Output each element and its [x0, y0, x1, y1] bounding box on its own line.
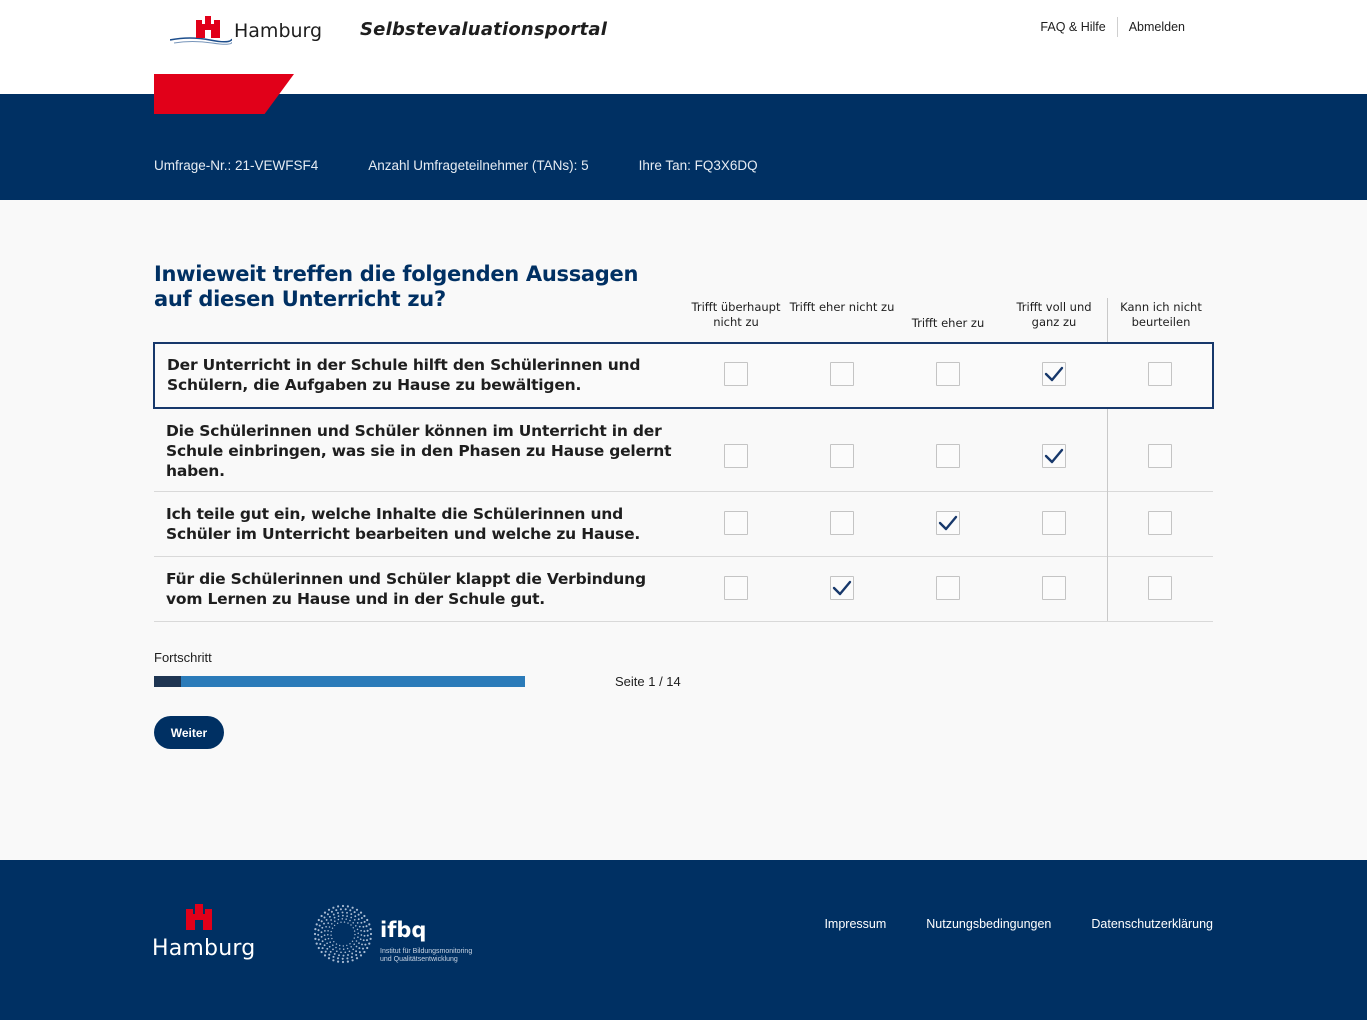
terms-link[interactable]: Nutzungsbedingungen: [926, 917, 1052, 931]
progress-bar-fill: [154, 676, 181, 687]
question-row: [154, 409, 1213, 492]
footer: [0, 860, 1367, 1020]
checkbox-not-at-all[interactable]: [724, 511, 748, 535]
impressum-link[interactable]: Impressum: [824, 917, 887, 931]
checkbox-fully[interactable]: [1042, 444, 1066, 468]
survey-number: Umfrage-Nr.: 21-VEWFSF4: [154, 158, 319, 173]
checkmark-icon: [938, 514, 958, 532]
logout-link[interactable]: Abmelden: [1128, 20, 1185, 34]
page-counter: Seite 1 / 14: [615, 674, 681, 689]
progress-bar: [154, 676, 525, 687]
tan-code: Ihre Tan: FQ3X6DQ: [638, 158, 758, 173]
checkmark-icon: [1044, 365, 1064, 383]
question-row: [154, 557, 1213, 622]
checkbox-rather[interactable]: [936, 444, 960, 468]
footer-brand-name: Hamburg: [152, 936, 256, 961]
question-row: [154, 492, 1213, 557]
hamburg-logo[interactable]: [170, 14, 232, 46]
ifbq-subtitle: [380, 948, 520, 964]
checkbox-fully[interactable]: [1042, 362, 1066, 386]
top-nav: [1029, 17, 1196, 37]
progress-label: Fortschritt: [154, 650, 212, 665]
footer-links: [784, 917, 1213, 931]
statement-text: Der Unterricht in der Schule hilft den Schülerinnen und Schülern, die Aufgaben zu Hause zu bewältigen.: [167, 356, 641, 394]
checkbox-rather-not[interactable]: [830, 511, 854, 535]
question-row: [153, 342, 1214, 409]
checkmark-icon: [1044, 447, 1064, 465]
statement-text: Für die Schülerinnen und Schüler klappt die Verbindung vom Lernen zu Hause und in der Schule gut.: [166, 570, 646, 608]
checkbox-cannot-judge[interactable]: [1148, 444, 1172, 468]
checkbox-cannot-judge[interactable]: [1148, 362, 1172, 386]
checkmark-icon: [832, 579, 852, 597]
ifbq-logo-icon: [313, 904, 373, 969]
column-header-fully: Trifft voll und ganz zu: [1016, 300, 1092, 329]
checkbox-rather[interactable]: [936, 362, 960, 386]
ifbq-subtitle-line1: Institut für Bildungsmonitoring: [380, 948, 473, 955]
checkbox-cannot-judge[interactable]: [1148, 576, 1172, 600]
faq-link[interactable]: FAQ & Hilfe: [1040, 20, 1106, 34]
column-header-cannot-judge: Kann ich nicht beurteilen: [1120, 300, 1202, 329]
checkbox-cannot-judge[interactable]: [1148, 511, 1172, 535]
ifbq-subtitle-line2: und Qualitätsentwicklung: [380, 956, 458, 963]
checkbox-fully[interactable]: [1042, 511, 1066, 535]
statement-text: Ich teile gut ein, welche Inhalte die Schülerinnen und Schüler im Unterricht bearbeiten und welche zu Hause.: [166, 505, 641, 543]
checkbox-not-at-all[interactable]: [724, 576, 748, 600]
brand-name: Hamburg: [234, 20, 323, 42]
column-header-rather: Trifft eher zu: [911, 316, 985, 330]
participant-count: Anzahl Umfrageteilnehmer (TANs): 5: [368, 158, 589, 173]
checkbox-rather-not[interactable]: [830, 576, 854, 600]
ifbq-name: ifbq: [380, 918, 427, 942]
question-title: Inwieweit treffen die folgenden Aussagen auf diesen Unterricht zu?: [154, 262, 639, 311]
checkbox-not-at-all[interactable]: [724, 444, 748, 468]
next-button[interactable]: Weiter: [154, 716, 224, 749]
statement-text: Die Schülerinnen und Schüler können im Unterricht in der Schule einbringen, was sie in den Phasen zu Hause gelernt haben.: [166, 422, 672, 480]
checkbox-rather-not[interactable]: [830, 444, 854, 468]
survey-info: [154, 158, 808, 173]
checkbox-rather-not[interactable]: [830, 362, 854, 386]
checkbox-not-at-all[interactable]: [724, 362, 748, 386]
checkbox-rather[interactable]: [936, 511, 960, 535]
column-header-rather-not: Trifft eher nicht zu: [789, 300, 895, 314]
checkbox-rather[interactable]: [936, 576, 960, 600]
privacy-link[interactable]: Datenschutzerklärung: [1091, 917, 1213, 931]
portal-title: Selbstevaluationsportal: [360, 19, 608, 40]
column-header-not-at-all: Trifft überhaupt nicht zu: [691, 300, 781, 329]
checkbox-fully[interactable]: [1042, 576, 1066, 600]
